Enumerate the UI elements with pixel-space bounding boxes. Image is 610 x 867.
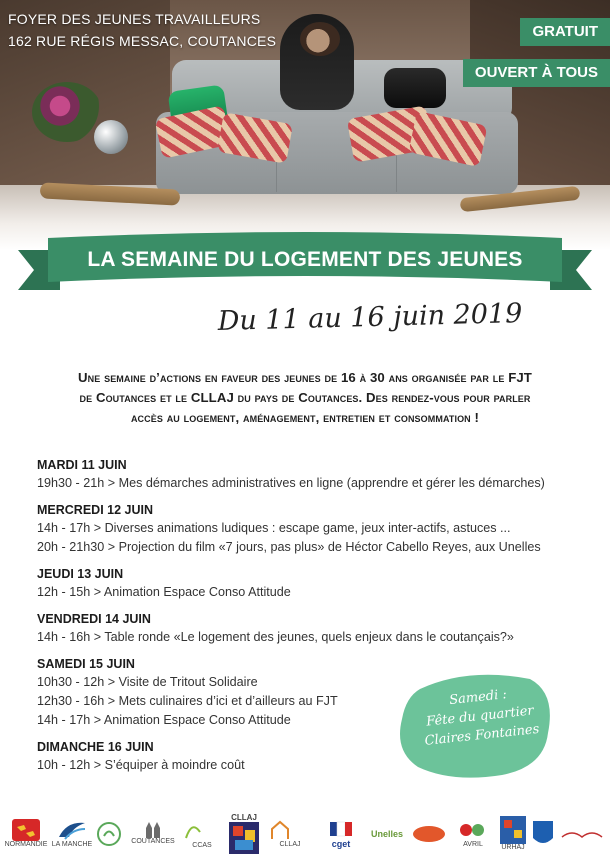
la-manche-wave-icon bbox=[57, 819, 87, 841]
logo-cm bbox=[94, 808, 124, 860]
logo-la-manche bbox=[50, 808, 94, 860]
blue-shield-icon bbox=[532, 820, 554, 848]
ccas-swirl-icon bbox=[182, 818, 222, 842]
event-item: 14h - 17h > Animation Espace Conso Attitude bbox=[37, 713, 291, 727]
flower-plant bbox=[32, 82, 102, 142]
logo-label: CCAS bbox=[192, 842, 212, 849]
sa-habitat-wordmark-icon bbox=[560, 827, 604, 841]
black-bag bbox=[384, 68, 446, 108]
address-line2: 162 RUE RÉGIS MESSAC, COUTANCES bbox=[8, 33, 277, 49]
person-head bbox=[300, 22, 340, 56]
republique-flag-icon bbox=[330, 820, 352, 840]
logo-sa-habitat bbox=[558, 808, 606, 860]
venue-address bbox=[8, 8, 276, 52]
cllaj-poster-icon bbox=[229, 822, 259, 854]
normandie-lions-icon bbox=[12, 819, 40, 841]
event-item: 20h - 21h30 > Projection du film «7 jours, pas plus» de Héctor Cabello Reyes, aux Unelles bbox=[37, 540, 541, 554]
logo-label: CLLAJ bbox=[231, 813, 257, 822]
cllaj-house-icon bbox=[270, 819, 310, 841]
event-item: 12h - 15h > Animation Espace Conso Attitude bbox=[37, 585, 291, 599]
logo-unelles bbox=[366, 808, 408, 860]
day-title: VENDREDI 14 JUIN bbox=[37, 612, 151, 626]
partner-logos bbox=[0, 808, 610, 864]
day-title: MERCREDI 12 JUIN bbox=[37, 503, 153, 517]
logo-orange-badge bbox=[410, 808, 448, 860]
event-item: 19h30 - 21h > Mes démarches administratives en ligne (apprendre et gérer les démarches) bbox=[37, 476, 545, 490]
bubble-line: Claires Fontaines bbox=[423, 721, 541, 749]
urhaj-square-icon bbox=[500, 816, 526, 844]
logo-ccas bbox=[180, 808, 224, 860]
event-item: 10h - 12h > S’équiper à moindre coût bbox=[37, 758, 245, 772]
day-title: JEUDI 13 JUIN bbox=[37, 567, 124, 581]
cm-circle-icon bbox=[96, 821, 122, 847]
intro-line: de Coutances et le CLLAJ du pays de Coutances. Des rendez-vous pour parler bbox=[79, 390, 531, 405]
lamp bbox=[94, 120, 128, 154]
main-title: LA SEMAINE DU LOGEMENT DES JEUNES bbox=[87, 248, 523, 271]
logo-normandie bbox=[6, 808, 46, 860]
avril-circles-icon bbox=[458, 819, 488, 841]
day-title: SAMEDI 15 JUIN bbox=[37, 657, 135, 671]
tag-ouvert-a-tous: OUVERT À TOUS bbox=[463, 59, 610, 87]
logo-blue-shield bbox=[530, 808, 556, 860]
logo-label: CLLAJ bbox=[279, 841, 301, 848]
logo-coutances bbox=[130, 808, 176, 860]
logo-cllaj bbox=[226, 808, 262, 860]
event-dates: Du 11 au 16 juin 2019 bbox=[217, 298, 523, 337]
event-item: 14h - 17h > Diverses animations ludiques : escape game, jeux inter-actifs, astuces ... bbox=[37, 521, 511, 535]
day-title: DIMANCHE 16 JUIN bbox=[37, 740, 154, 754]
bubble-line: Samedi : bbox=[448, 687, 508, 709]
logo-label: AVRIL bbox=[463, 841, 483, 848]
intro-line: Une semaine d’actions en faveur des jeunes de 16 à 30 ans organisée par le FJT bbox=[78, 370, 532, 385]
logo-label: COUTANCES bbox=[131, 838, 175, 845]
logo-label: URHAJ bbox=[501, 844, 525, 851]
logo-cget bbox=[318, 808, 364, 860]
logo-label: LA MANCHE bbox=[51, 841, 93, 848]
coutances-cathedral-icon bbox=[142, 822, 164, 838]
orange-oval-icon bbox=[412, 824, 446, 844]
logo-label: Unelles bbox=[370, 829, 403, 839]
day-block bbox=[37, 456, 587, 493]
event-item: 12h30 - 16h > Mets culinaires d’ici et d’ailleurs au FJT bbox=[37, 694, 338, 708]
logo-label: cget bbox=[331, 839, 351, 849]
logo-urhaj bbox=[498, 808, 528, 860]
intro-text bbox=[20, 368, 590, 428]
day-block bbox=[37, 501, 587, 557]
hero-photo bbox=[0, 0, 610, 250]
day-block bbox=[37, 565, 587, 602]
logo-avril bbox=[452, 808, 494, 860]
day-title: MARDI 11 JUIN bbox=[37, 458, 127, 472]
logo-label: NORMANDIE bbox=[4, 841, 48, 848]
tag-gratuit: GRATUIT bbox=[520, 18, 610, 46]
intro-line: accès au logement, aménagement, entretien et consommation ! bbox=[130, 410, 480, 425]
event-item: 10h30 - 12h > Visite de Tritout Solidaire bbox=[37, 675, 258, 689]
event-item: 14h - 16h > Table ronde «Le logement des jeunes, quels enjeux dans le coutançais?» bbox=[37, 630, 514, 644]
bubble-line: Fête du quartier bbox=[425, 703, 535, 730]
address-line1: FOYER DES JEUNES TRAVAILLEURS bbox=[8, 11, 261, 27]
day-block bbox=[37, 610, 587, 647]
logo-cllaj-2 bbox=[268, 808, 312, 860]
